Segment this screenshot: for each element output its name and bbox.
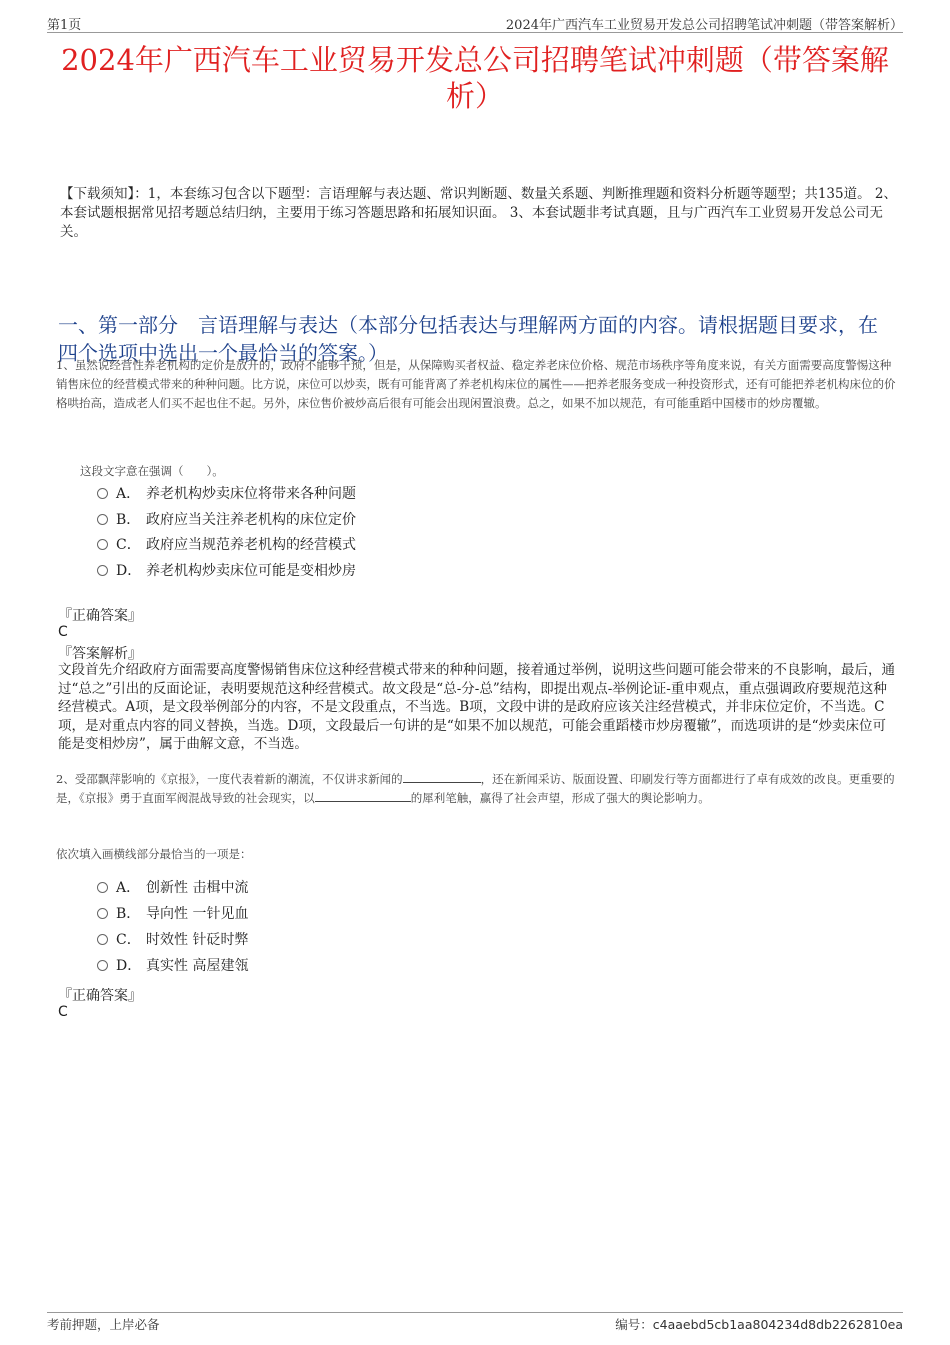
running-title: 2024年广西汽车工业贸易开发总公司招聘笔试冲刺题（带答案解析）	[505, 18, 903, 33]
question-2-option-b[interactable]: B． 导向性 一针见血	[97, 904, 248, 924]
radio-icon[interactable]	[97, 960, 108, 971]
section-heading: 一、第一部分 言语理解与表达（本部分包括表达与理解两方面的内容。请根据题目要求，在四个选项中选出一个最恰当的答案。）	[58, 313, 878, 365]
question-1-option-d[interactable]: D． 养老机构炒卖床位可能是变相炒房	[97, 561, 356, 581]
question-1-analysis-label: 『答案解析』	[58, 646, 142, 662]
question-2-stem: 2、受邵飘萍影响的《京报》，一度代表着新的潮流，不仅讲求新闻的 ，还在新闻采访、版面设置、印刷发行等方面都进行了卓有成效的改良。更重要的是，《京报》勇于直面军阀混战导致的社会现实，以 的犀利笔触，赢得了社会声望，形成了强大的舆论影响力。	[56, 772, 895, 805]
page-footer	[47, 1312, 903, 1335]
question-1-stem: 1、虽然说经营性养老机构的定价是放开的，政府不能够干预，但是，从保障购买者权益、稳定养老床位价格、规范市场秩序等角度来说，有关方面需要高度警惕这种销售床位的经营模式带来的种种问题。比方说，床位可以炒卖，既有可能背离了养老机构床位的属性——把养老服务变成一种投资形式，还有可能把养老机构床位的价格哄抬高，造成老人们买不起也住不起。另外，床位售价被炒高后很有可能会出现闲置浪费。总之，如果不加以规范，有可能重蹈中国楼市的炒房覆辙。	[56, 358, 896, 410]
question-2-prompt: 依次填入画横线部分最恰当的一项是：	[56, 847, 252, 861]
footer-slogan: 考前押题，上岸必备	[47, 1317, 160, 1332]
footer-code: 编号：c4aaebd5cb1aa804234d8db2262810ea	[615, 1317, 903, 1332]
question-2-answer: C	[58, 1004, 68, 1020]
radio-icon[interactable]	[97, 514, 108, 525]
radio-icon[interactable]	[97, 882, 108, 893]
question-2-answer-label: 『正确答案』	[58, 988, 142, 1004]
page-number: 第1页	[47, 18, 82, 33]
fill-blank-1	[403, 770, 481, 783]
radio-icon[interactable]	[97, 908, 108, 919]
question-1-answer: C	[58, 624, 68, 640]
radio-icon[interactable]	[97, 934, 108, 945]
radio-icon[interactable]	[97, 488, 108, 499]
question-2-option-d[interactable]: D． 真实性 高屋建瓴	[97, 956, 248, 976]
question-1-answer-label: 『正确答案』	[58, 608, 142, 624]
fill-blank-2	[315, 789, 411, 802]
radio-icon[interactable]	[97, 565, 108, 576]
page-header	[47, 12, 903, 33]
question-2-option-a[interactable]: A． 创新性 击楫中流	[97, 878, 248, 898]
download-notice: 【下载须知】：1，本套练习包含以下题型：言语理解与表达题、常识判断题、数量关系题、判断推理题和资料分析题等题型；共135道。 2、本套试题根据常见招考题总结归纳，主要用于练习答题思路和拓展知识面。 3、本套试题非考试真题，且与广西汽车工业贸易开发总公司无关。	[60, 186, 897, 240]
question-1-option-c[interactable]: C． 政府应当规范养老机构的经营模式	[97, 535, 356, 555]
document-title: 2024年广西汽车工业贸易开发总公司招聘笔试冲刺题（带答案解析）	[61, 43, 889, 113]
question-1-option-a[interactable]: A． 养老机构炒卖床位将带来各种问题	[97, 484, 356, 504]
question-1-option-b[interactable]: B． 政府应当关注养老机构的床位定价	[97, 510, 356, 530]
radio-icon[interactable]	[97, 539, 108, 550]
question-2-option-c[interactable]: C． 时效性 针砭时弊	[97, 930, 248, 950]
question-1-analysis: 文段首先介绍政府方面需要高度警惕销售床位这种经营模式带来的种种问题，接着通过举例，说明这些问题可能会带来的不良影响，最后，通过“总之”引出的反面论证，表明要规范这种经营模式。故文段是“总-分-总”结构，即提出观点-举例论证-重申观点，重点强调政府要规范这种经营模式。A项，是文段举例部分的内容，不是文段重点，不当选。B项，文段中讲的是政府应该关注经营模式，并非床位定价，不当选。C项，是对重点内容的同义替换，当选。D项，文段最后一句讲的是“如果不加以规范，可能会重蹈楼市炒房覆辙”，而选项讲的是“炒卖床位可能是变相炒房”，属于曲解文意，不当选。	[58, 662, 895, 752]
question-1-prompt: 这段文字意在强调（ ）。	[80, 464, 224, 478]
